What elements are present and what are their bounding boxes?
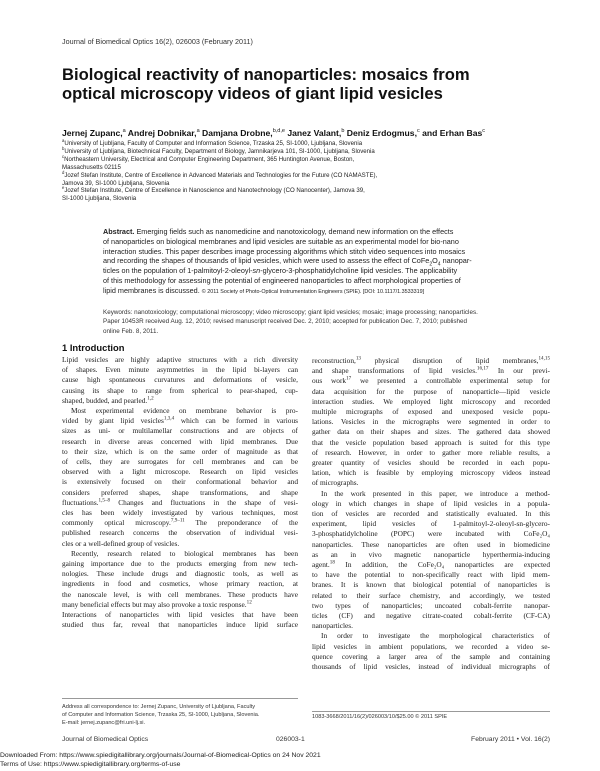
body-line <box>312 591 550 601</box>
body-text: ology in which changes in shape of lipid vesicles in a popula- <box>312 498 550 508</box>
body-text: many beneficial effects but may also provoke a toxic response. <box>62 599 247 609</box>
body-line <box>62 549 298 559</box>
history-line: online Feb. 8, 2011. <box>103 327 159 335</box>
body-text: of cells, they are surrogates for cell membranes and can be <box>62 457 298 467</box>
history-line: Paper 10453R received Aug. 12, 2010; revised manuscript received Dec. 2, 2010; accepted for publication Dec. 7, 2010; published <box>103 318 468 326</box>
keywords-block <box>103 308 539 336</box>
body-text: observed with a light microscope. Research on lipid vesicles <box>62 467 298 477</box>
body-line <box>312 468 550 478</box>
body-text: lipid vesicles in ambient populations, we recorded a video se- <box>312 641 550 651</box>
footer-journal: Journal of Biomedical Optics <box>62 736 149 743</box>
citation-mark: 18 <box>329 559 335 566</box>
terms-line: Terms of Use: https://www.spiedigitallibrary.org/terms-of-use <box>0 760 181 768</box>
body-line <box>312 356 550 366</box>
author-affiliation-mark: b,d,e <box>272 128 285 135</box>
body-text: considers preferred shapes, shape transformations, and shape <box>62 487 298 497</box>
affiliation-line <box>62 137 532 148</box>
abstract-line <box>103 256 539 266</box>
citation-mark: 13 <box>355 355 361 362</box>
abstract-text: Emerging fields such as nanomedicine and nanotoxicology, demand new information on the effects <box>136 227 454 236</box>
affiliation-mark: b <box>62 145 65 151</box>
footnote-line: of Computer and Information Science, Trzaska 25, SI-1000, Ljubljana, Slovenia. <box>62 712 260 719</box>
body-text: causing its shape to range from spherical to pear-shaped, cup- <box>62 385 298 395</box>
body-line <box>312 427 550 437</box>
author-name: Damjana Drobne, <box>202 128 273 138</box>
abstract-line <box>103 266 539 276</box>
body-line <box>312 642 550 652</box>
abstract-text: O <box>432 256 438 266</box>
body-text: fluctuations. <box>62 497 99 507</box>
abstract <box>103 227 539 298</box>
issn-line: 1083-3668/2011/16(2)/026003/10/$25.00 © 2011 SPIE <box>312 714 448 720</box>
author-name: Janez Valant, <box>287 128 342 138</box>
body-text: cles has been widely investigated by various techniques, most <box>62 508 298 518</box>
body-text: we presented a controllable experimental setup for <box>351 376 550 386</box>
download-notice <box>0 752 321 769</box>
body-text: In our previ- <box>488 366 550 376</box>
affiliation-text: University of Ljubljana, Biotechnical Faculty, Department of Biology, Jamnikarjeva 101, SI-1000, Ljubljana, Slovenia <box>64 147 375 155</box>
citation-mark: 1,5–8 <box>98 497 111 504</box>
footnote-line: E-mail: jernej.zupanc@fri.uni-lj.si. <box>62 720 146 727</box>
abstract-text: -glycero-3-phosphatidylcholine lipid vesicles. The applicability <box>260 266 458 276</box>
affiliation-line <box>62 187 532 195</box>
body-line <box>312 529 550 539</box>
author-list <box>62 128 552 138</box>
body-text: greater quantity of vesicles should be recorded in each popu- <box>312 458 550 468</box>
subscript: 4 <box>437 261 441 268</box>
body-line <box>312 407 550 417</box>
body-line <box>312 652 550 662</box>
body-line <box>62 610 298 620</box>
footer-issue: February 2011 • Vol. 16(2) <box>471 736 550 743</box>
author-name: Andrej Dobnikar, <box>127 128 197 138</box>
abstract-line <box>103 286 539 298</box>
body-line <box>312 611 550 621</box>
body-line <box>312 489 550 499</box>
body-text: cles or a well-defined group of vesicles. <box>62 538 180 548</box>
body-text: of shapes. Even minute asymmetries in the lipid bi-layers can <box>62 365 298 375</box>
body-text: ous work <box>312 376 347 386</box>
affiliation-mark: e <box>62 185 65 191</box>
body-line <box>62 437 298 447</box>
affiliation-line <box>62 153 532 164</box>
affiliation-text: Jamova 39, SI-1000 Ljubljana, Slovenia <box>62 179 170 187</box>
body-text: that the vesicle population based approach is suited for this type <box>312 437 550 447</box>
body-text: to their size, which is on the same order of magnitude as that <box>62 446 298 456</box>
body-line <box>62 569 298 579</box>
body-text: two types of nanoparticles; uncoated cobalt-ferrite nanopar- <box>312 600 550 610</box>
citation-mark: 12 <box>246 599 252 606</box>
body-text: research in diverse areas concerned with lipid membranes. Due <box>62 436 298 446</box>
body-line <box>62 396 298 406</box>
body-line <box>312 387 550 397</box>
body-line <box>312 601 550 611</box>
citation-mark: 14,15 <box>538 355 550 362</box>
body-text: Recently, research related to biological membranes has been <box>71 548 298 558</box>
affiliation-text: University of Ljubljana, Faculty of Computer and Information Science, Trzaska 25, SI-1000, Ljubljana, Slovenia <box>64 140 363 147</box>
abstract-text: lipid membranes is discussed. <box>103 285 200 295</box>
affiliation-mark: d <box>62 169 65 175</box>
body-line <box>62 498 298 508</box>
body-text: Changes and fluctuations in the shape of vesi- <box>110 497 298 507</box>
body-text: In the work presented in this paper, we introduce a method- <box>321 488 550 498</box>
body-text: In addition, the CoFe₂O₄ nanoparticles are expected <box>334 560 550 570</box>
body-text: nanoparticles. These nanoparticles are often used in biomedicine <box>312 539 550 549</box>
body-line <box>312 631 550 641</box>
body-text: nologies. These include drugs and diagnostic tools, as well as <box>62 569 298 579</box>
subscript: 2 <box>429 261 433 268</box>
body-line <box>62 528 298 538</box>
body-line <box>62 579 298 589</box>
body-text: which can be formed in various <box>174 416 298 426</box>
section-heading: 1 Introduction <box>62 342 125 353</box>
body-line <box>62 559 298 569</box>
body-line <box>312 458 550 468</box>
body-text: Interactions of nanoparticles with lipid vesicles that have been <box>62 610 298 620</box>
body-text: studied thus far, reveal that nanoparticles induce lipid surface <box>62 620 298 630</box>
abstract-text: nanopar- <box>440 256 472 266</box>
author-affiliation-mark: a <box>196 128 200 135</box>
body-text: physical disruption of lipid membranes, <box>360 356 539 365</box>
body-text: The preponderance of the <box>184 518 298 528</box>
affiliation-line <box>62 169 532 180</box>
body-line <box>312 519 550 529</box>
abstract-line <box>103 227 539 237</box>
body-line <box>62 539 298 549</box>
paper-title <box>62 65 542 103</box>
body-column-right <box>312 356 550 672</box>
body-line <box>62 518 298 528</box>
author-affiliation-mark: c <box>416 128 420 135</box>
affiliation-line <box>62 195 532 203</box>
affiliation-text: Jozef Stefan Institute, Centre of Excellence in Advanced Materials and Technologies for the Future (CO NAMASTE), <box>64 171 378 179</box>
body-text: agent. <box>312 560 330 570</box>
affiliation-text: Northeastern University, Electrical and Computer Engineering Department, 365 Huntington Avenue, Boston, <box>64 155 355 163</box>
body-line <box>62 406 298 416</box>
body-text: lations. Vesicles in the micrographs were segmented in order to <box>312 417 550 427</box>
body-text: tion of vesicles are recorded and statistically evaluated. In this <box>312 509 550 519</box>
affiliation-line <box>62 145 532 156</box>
body-text: published research concerns the observation of individual vesi- <box>62 528 298 538</box>
body-line <box>312 499 550 509</box>
body-text: of micrographs. <box>312 478 359 488</box>
body-line <box>312 662 550 672</box>
body-line <box>62 365 298 375</box>
body-text: lation, which is feasible by employing microscopy videos instead <box>312 468 550 478</box>
footnote-divider <box>62 698 298 699</box>
body-line <box>312 570 550 580</box>
affiliation-line <box>62 164 532 172</box>
body-line <box>62 426 298 436</box>
body-line <box>312 560 550 570</box>
body-line <box>62 590 298 600</box>
author-name: Jernej Zupanc, <box>62 128 123 138</box>
body-text: gaining importance due to the products emerging from new tech- <box>62 559 298 569</box>
body-line <box>62 355 298 365</box>
abstract-text: ticles on the population of 1-palmitoyl-2-oleoyl- <box>103 266 253 276</box>
keywords-line: Keywords: nanotoxicology; computational microscopy; video microscopy; giant lipid vesicles; mosaic; image processing; nanoparticles. <box>103 309 478 316</box>
footnote-line: Address all correspondence to: Jernej Zupanc, University of Ljubljana, Faculty <box>62 704 256 710</box>
body-line <box>312 540 550 550</box>
body-line <box>62 447 298 457</box>
body-text: reconstruction, <box>312 356 356 365</box>
body-text: the nanoscale level, is with cell membranes. These products have <box>62 589 298 599</box>
body-text: gather data on their shapes and sizes. The gathered data showed <box>312 427 550 437</box>
abstract-lead: Abstract. <box>103 227 135 236</box>
citation-mark: 7,9–11 <box>170 517 185 524</box>
body-text: quence covering a larger area of the sample and containing <box>312 651 550 661</box>
body-line <box>62 375 298 385</box>
body-text: nanoparticles. <box>312 621 353 631</box>
author-affiliation-mark: a <box>122 128 126 135</box>
footer-page-number: 026003-1 <box>276 736 305 743</box>
citation-mark: 1,2 <box>147 395 154 402</box>
affiliation-mark: a <box>62 137 65 143</box>
body-line <box>62 416 298 426</box>
body-text: related to their surface chemistry, and accordingly, we tested <box>312 590 550 600</box>
body-line <box>312 478 550 488</box>
title-line: Biological reactivity of nanoparticles: mosaics from <box>62 65 470 84</box>
body-line <box>62 457 298 467</box>
body-line <box>62 620 298 630</box>
body-line <box>62 600 298 610</box>
author-name: Deniz Erdogmus, <box>346 128 417 138</box>
body-line <box>312 509 550 519</box>
author-affiliation-mark: b <box>341 128 345 135</box>
body-line <box>312 417 550 427</box>
issn-divider <box>312 711 550 712</box>
affiliation-text: Jozef Stefan Institute, Centre of Excellence in Nanoscience and Nanotechnology (CO Nanocenter), Jamova 39, <box>64 187 365 195</box>
body-text: data acquisition for the purpose of nanoparticle—lipid vesicle <box>312 386 550 396</box>
download-line: Downloaded From: https://www.spiedigitallibrary.org/journals/Journal-of-Biomedical-Optics on 24 Nov 2021 <box>0 752 321 759</box>
journal-header: Journal of Biomedical Optics 16(2), 026003 (February 2011) <box>62 37 253 46</box>
body-line <box>312 580 550 590</box>
body-text: commonly optical microscopy. <box>62 518 171 528</box>
body-line <box>62 477 298 487</box>
body-text: multiple micrographs of exposed and unexposed vesicle popu- <box>312 407 550 417</box>
body-text: branes. It is known that biological potential of nanoparticles is <box>312 580 550 590</box>
body-text: shaped, budded, and pearled. <box>62 395 148 405</box>
correspondence-footnote <box>62 703 298 728</box>
body-line <box>312 366 550 376</box>
body-text: experiment, lipid vesicles of 1-palmitoyl-2-oleoyl-sn-glycero- <box>312 519 550 529</box>
body-text: cause high spontaneous curvatures and deformations of vesicle, <box>62 375 298 385</box>
body-text: interaction studies. We employed light microscopy and recorded <box>312 396 550 406</box>
body-line <box>62 386 298 396</box>
affiliation-mark: c <box>62 153 65 159</box>
affiliations <box>62 137 532 203</box>
body-column-left <box>62 355 298 630</box>
body-text: ticles (CF) and negative citrate-coated cobalt-ferrite (CF-CA) <box>312 611 550 621</box>
body-text: thousands of lipid vesicles, instead of individual micrographs of <box>312 662 550 672</box>
abstract-line: interaction studies. This paper describes image processing algorithms which stitch video sequences into mosaics <box>103 246 466 256</box>
title-line: optical microscopy videos of giant lipid vesicles <box>62 84 443 103</box>
body-line <box>312 550 550 560</box>
body-line <box>62 488 298 498</box>
body-text: to have the potential to non-specifically react with lipid mem- <box>312 570 550 580</box>
body-text: as an in vivo magnetic nanoparticle hyperthermia-inducing <box>312 549 550 559</box>
citation-mark: 16,17 <box>476 365 489 372</box>
body-text: Lipid vesicles are highly adaptive structures with a rich diversity <box>62 355 298 364</box>
abstract-text: and recording the shapes of thousands of lipid vesicles, which were used to assess the effect of CoFe <box>103 256 430 266</box>
body-text: sizes as uni- or multilamellar constructions and are objects of <box>62 426 298 436</box>
body-line <box>312 397 550 407</box>
citation-mark: 17 <box>346 375 352 382</box>
author-name: and Erhan Bas <box>422 128 483 138</box>
body-line <box>312 621 550 631</box>
citation-mark: 1,3,4 <box>163 415 175 422</box>
body-text: and shape transformations of lipid vesicles. <box>312 366 477 376</box>
affiliation-text: Massachusetts 02115 <box>62 163 121 171</box>
body-text: is extensively focused on their conformational behavior and <box>62 477 298 487</box>
abstract-line: of nanoparticles on biological membranes and lipid vesicles are suitable as an experimental model for bio-nano <box>103 236 459 246</box>
body-line <box>62 508 298 518</box>
body-text: 3-phosphatidylcholine (POPC) were incubated with CoFe₂O₄ <box>312 529 550 539</box>
body-text: vided by giant lipid vesicles <box>62 416 164 426</box>
body-text: Most experimental evidence on membrane behavior is pro- <box>71 406 298 416</box>
author-affiliation-mark: c <box>482 128 486 135</box>
copyright-note: © 2011 Society of Photo-Optical Instrumentation Engineers (SPIE). [DOI: 10.1117/1.3533319] <box>201 288 425 295</box>
body-text: of research. However, in order to gather more reliable results, a <box>312 447 550 457</box>
body-text: In order to investigate the morphological characteristics of <box>321 631 550 641</box>
affiliation-text: SI-1000 Ljubljana, Slovenia <box>62 195 137 203</box>
body-line <box>312 438 550 448</box>
body-line <box>312 376 550 386</box>
abstract-line: of this methodology for assessing the potential of engineered nanoparticles to affect morphological properties of <box>103 275 461 285</box>
body-line <box>312 448 550 458</box>
body-text: ingredients in food and cosmetics, whose primary reaction, at <box>62 579 298 589</box>
body-line <box>62 467 298 477</box>
abstract-italic: sn <box>252 266 261 276</box>
